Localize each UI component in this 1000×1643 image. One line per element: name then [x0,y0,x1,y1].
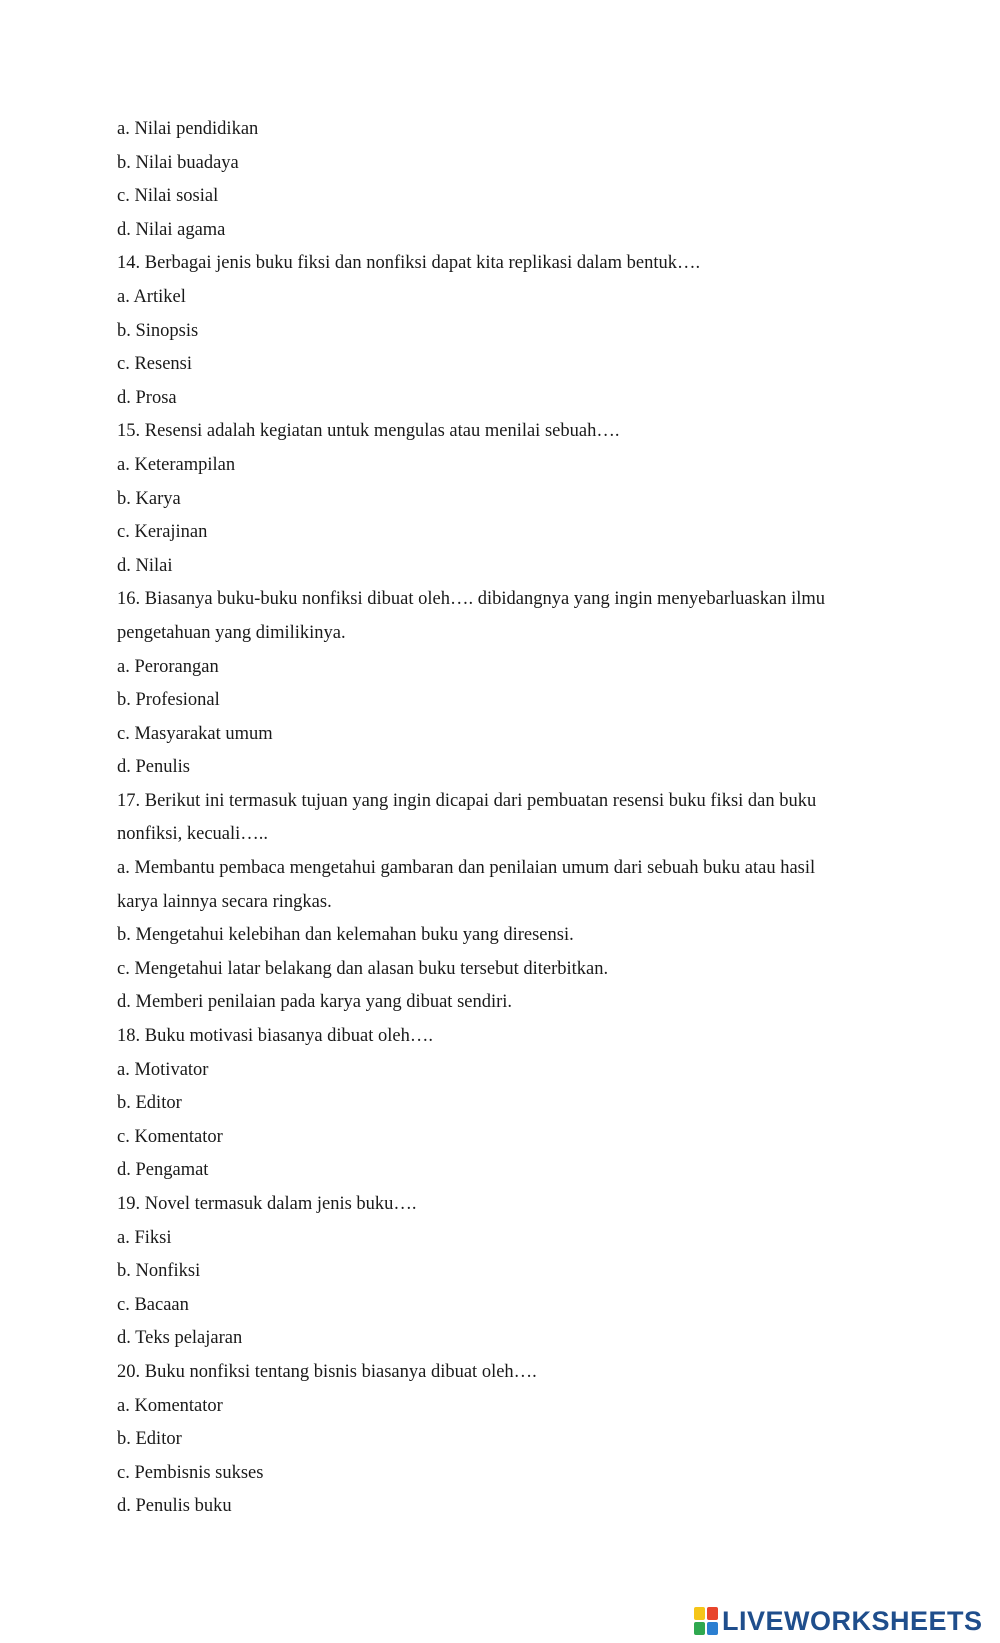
option-line: d. Nilai [117,555,173,576]
option-line: c. Bacaan [117,1294,189,1315]
option-line: b. Profesional [117,690,220,711]
question-19: 19. Novel termasuk dalam jenis buku…. [117,1194,417,1214]
option-line: b. Nonfiksi [117,1261,201,1282]
option-line: b. Karya [117,488,181,509]
option-line: a. Nilai pendidikan [117,119,259,139]
option-line: a. Motivator [117,1059,209,1080]
option-line: b. Editor [117,1429,182,1450]
question-18: 18. Buku motivasi biasanya dibuat oleh…. [117,1026,433,1047]
question-15: 15. Resensi adalah kegiatan untuk mengulas atau menilai sebuah…. [117,421,620,442]
question-14: 14. Berbagai jenis buku fiksi dan nonfiksi dapat kita replikasi dalam bentuk…. [117,253,701,274]
option-line: a. Artikel [117,286,186,307]
logo-text: LIVEWORKSHEETS [722,1605,983,1636]
option-line: d. Penulis buku [117,1496,232,1517]
option-line: a. Keterampilan [117,454,236,475]
worksheet-content [117,113,887,1524]
option-line: a. Membantu pembaca mengetahui gambaran dan penilaian umum dari sebuah buku atau hasil [117,858,816,879]
question-17: 17. Berikut ini termasuk tujuan yang ingin dicapai dari pembuatan resensi buku fiksi dan buku [117,790,817,811]
option-line: c. Komentator [117,1126,223,1147]
option-line: c. Kerajinan [117,522,208,543]
option-line: a. Fiksi [117,1227,172,1248]
option-line: c. Resensi [117,354,193,375]
option-line: b. Mengetahui kelebihan dan kelemahan buku yang diresensi. [117,925,574,946]
option-line: b. Editor [117,1093,182,1114]
option-line: d. Memberi penilaian pada karya yang dibuat sendiri. [117,992,513,1013]
question-20: 20. Buku nonfiksi tentang bisnis biasanya dibuat oleh…. [117,1361,537,1382]
option-line-continued: karya lainnya secara ringkas. [117,891,332,912]
option-line: d. Nilai agama [117,219,226,240]
option-line: d. Penulis [117,757,190,778]
option-line: b. Nilai buadaya [117,152,239,173]
liveworksheets-logo-icon [694,1607,718,1635]
option-line: c. Mengetahui latar belakang dan alasan buku tersebut diterbitkan. [117,958,609,979]
option-line: d. Pengamat [117,1160,209,1181]
option-line: b. Sinopsis [117,320,199,341]
option-line: a. Komentator [117,1395,223,1416]
question-16-continued: pengetahuan yang dimilikinya. [117,622,346,643]
option-line: d. Teks pelajaran [117,1328,243,1349]
option-line: c. Nilai sosial [117,186,219,207]
liveworksheets-logo [694,1605,983,1637]
option-line: c. Masyarakat umum [117,723,273,744]
option-line: c. Pembisnis sukses [117,1462,264,1483]
option-line: d. Prosa [117,387,177,408]
question-17-continued: nonfiksi, kecuali….. [117,824,269,845]
question-16: 16. Biasanya buku-buku nonfiksi dibuat oleh…. dibidangnya yang ingin menyebarluaskan ilmu [117,589,826,610]
option-line: a. Perorangan [117,656,219,677]
